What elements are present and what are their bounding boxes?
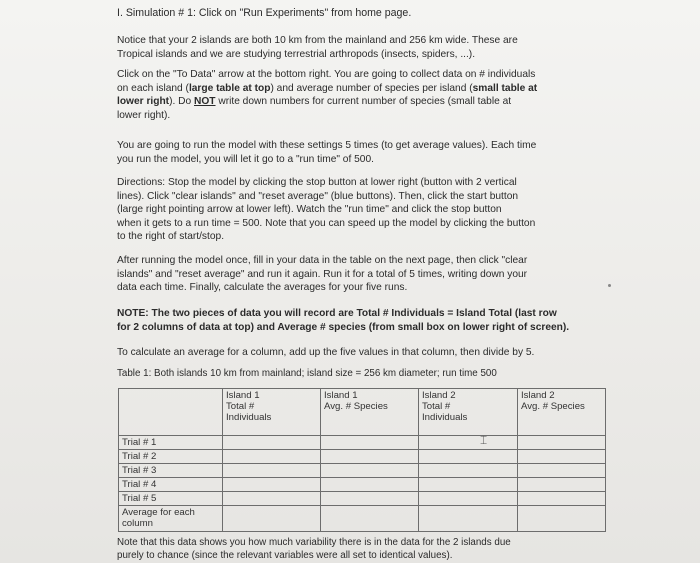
footnote: Note that this data shows you how much variability there is in the data for the 2 islands due purely to chance (since the relevant variables were all set to identical values). (117, 537, 511, 561)
header-cell-empty (119, 389, 223, 436)
table-caption: Table 1: Both islands 10 km from mainland; island size = 256 km diameter; run time 500 (117, 368, 497, 379)
input-cell[interactable] (518, 436, 606, 450)
input-cell[interactable] (223, 464, 321, 478)
input-cell[interactable] (518, 492, 606, 506)
input-cell[interactable] (223, 506, 321, 532)
input-cell[interactable] (223, 492, 321, 506)
header-island1-avg: Island 1 Avg. # Species (321, 389, 419, 436)
row-label: Trial # 5 (119, 492, 223, 506)
input-cell[interactable] (518, 478, 606, 492)
input-cell[interactable] (223, 478, 321, 492)
input-cell[interactable] (419, 436, 518, 450)
input-cell[interactable] (419, 450, 518, 464)
table-row (119, 478, 606, 492)
input-cell[interactable] (223, 436, 321, 450)
paragraph-note: NOTE: The two pieces of data you will record are Total # Individuals = Island Total (last row for 2 columns of data at top) and Average # species (from small box on lower right of screen). (117, 308, 570, 333)
input-cell[interactable] (419, 506, 518, 532)
input-cell[interactable] (419, 478, 518, 492)
section-heading: I. Simulation # 1: Click on "Run Experiments" from home page. (117, 7, 412, 19)
table-header-row (119, 389, 606, 436)
input-cell[interactable] (321, 436, 419, 450)
table-row (119, 436, 606, 450)
table-row (119, 464, 606, 478)
paragraph-directions: Directions: Stop the model by clicking the stop button at lower right (button with 2 vertical lines). Click "clear islands" and "reset average" (blue buttons). Then, click the start button (large right pointing arrow at lower left). Watch the "run time" and click the stop button when it gets to a run time = 500. Note that you can speed up the model by clicking the button to the right of start/stop. (117, 177, 536, 243)
input-cell[interactable] (321, 450, 419, 464)
input-cell[interactable] (223, 450, 321, 464)
input-cell[interactable] (321, 506, 419, 532)
header-island2-avg: Island 2 Avg. # Species (518, 389, 606, 436)
input-cell[interactable] (321, 492, 419, 506)
text-cursor-icon: ⌶ (480, 433, 488, 447)
input-cell[interactable] (518, 464, 606, 478)
input-cell[interactable] (419, 464, 518, 478)
input-cell[interactable] (321, 478, 419, 492)
row-label: Trial # 3 (119, 464, 223, 478)
paragraph-after-running: After running the model once, fill in your data in the table on the next page, then click "clear islands" and "reset average" and run it again. Run it for a total of 5 times, writing down your data each time. Finally, calculate the averages for your five runs. (117, 255, 528, 294)
row-label: Average for each column (119, 506, 223, 532)
paragraph-to-data: Click on the "To Data" arrow at the bottom right. You are going to collect data on # individuals on each island (large table at top) and average number of species per island (small table at lower right). Do NOT write down numbers for current number of species (small table at lower right). (117, 69, 538, 121)
input-cell[interactable] (518, 506, 606, 532)
table-row (119, 492, 606, 506)
data-table (118, 388, 606, 532)
row-label: Trial # 1 (119, 436, 223, 450)
header-island1-total: Island 1 Total # Individuals (223, 389, 321, 436)
input-cell[interactable] (518, 450, 606, 464)
paragraph-islands: Notice that your 2 islands are both 10 km from the mainland and 256 km wide. These are Tropical islands and we are studying terrestrial arthropods (insects, spiders, ...). (117, 35, 518, 60)
row-label: Trial # 4 (119, 478, 223, 492)
table-row (119, 450, 606, 464)
input-cell[interactable] (321, 464, 419, 478)
paragraph-average-instructions: To calculate an average for a column, add up the five values in that column, then divide by 5. (117, 347, 535, 358)
paragraph-run-model: You are going to run the model with these settings 5 times (to get average values). Each time you run the model, you will let it go to a "run time" of 500. (117, 140, 537, 165)
header-island2-total: Island 2 Total # Individuals (419, 389, 518, 436)
input-cell[interactable] (419, 492, 518, 506)
average-row (119, 506, 606, 532)
speck (608, 284, 611, 287)
row-label: Trial # 2 (119, 450, 223, 464)
